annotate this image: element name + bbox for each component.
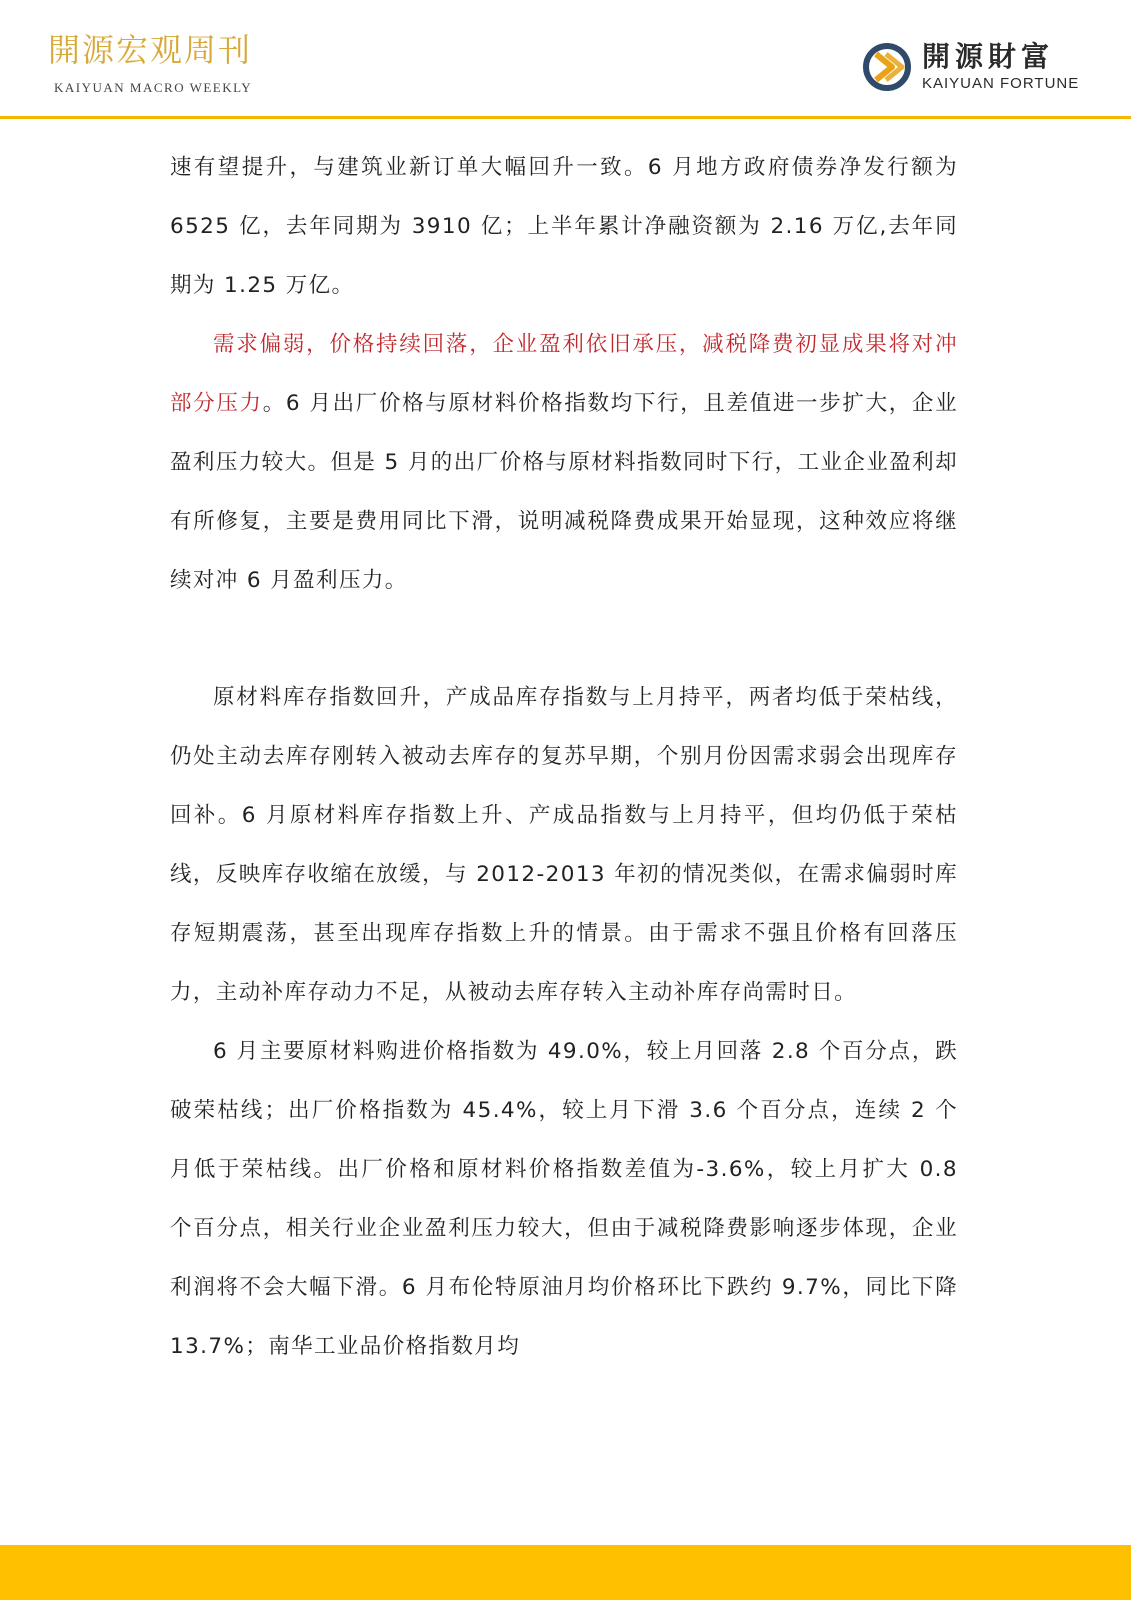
paragraph-profit-pressure xyxy=(170,315,958,610)
publication-title: 開源宏观周刊 xyxy=(48,31,253,69)
highlighted-key-point: 需求偏弱，价格持续回落，企业盈利依旧承压，减税降费初显成果将对冲部分压力 xyxy=(170,332,958,416)
publication-subtitle: KAIYUAN MACRO WEEKLY xyxy=(54,80,253,95)
kaiyuan-logo-icon xyxy=(862,42,912,92)
header-divider xyxy=(0,116,1131,119)
logo-english-text: KAIYUAN FORTUNE xyxy=(922,75,1080,92)
company-logo xyxy=(862,38,1092,100)
paragraph-profit-pressure-text: 。6 月出厂价格与原材料价格指数均下行，且差值进一步扩大，企业盈利压力较大。但是 5 月的出厂价格与原材料指数同时下行，工业企业盈利却有所修复，主要是费用同比下滑，说明减税降费成果开始显现，这种效应将继续对冲 6 月盈利压力。 xyxy=(170,391,958,593)
article-body xyxy=(170,138,958,1376)
paragraph-inventory: 原材料库存指数回升，产成品库存指数与上月持平，两者均低于荣枯线，仍处主动去库存刚转入被动去库存的复苏早期，个别月份因需求弱会出现库存回补。6 月原材料库存指数上升、产成品指数与上月持平，但均仍低于荣枯线，反映库存收缩在放缓，与 2012-2013 年初的情况类似，在需求偏弱时库存短期震荡，甚至出现库存指数上升的情景。由于需求不强且价格有回落压力，主动补库存动力不足，从被动去库存转入主动补库存尚需时日。 xyxy=(170,685,958,1005)
paragraph-price-index: 6 月主要原材料购进价格指数为 49.0%，较上月回落 2.8 个百分点，跌破荣枯线；出厂价格指数为 45.4%，较上月下滑 3.6 个百分点，连续 2 个月低于荣枯线。出厂价格和原材料价格指数差值为-3.6%，较上月扩大 0.8 个百分点，相关行业企业盈利压力较大，但由于减税降费影响逐步体现，企业利润将不会大幅下滑。6 月布伦特原油月均价格环比下跌约 9.7%，同比下降 13.7%；南华工业品价格指数月均 xyxy=(170,1039,958,1359)
logo-chinese-text: 開源財富 xyxy=(922,40,1055,73)
paragraph-spacer xyxy=(170,610,958,668)
footer-bar xyxy=(0,1545,1131,1600)
page-header xyxy=(0,0,1131,118)
paragraph-bond-issuance: 速有望提升，与建筑业新订单大幅回升一致。6 月地方政府债券净发行额为 6525 亿，去年同期为 3910 亿；上半年累计净融资额为 2.16 万亿,去年同期为 1.25 万亿。 xyxy=(170,155,958,298)
